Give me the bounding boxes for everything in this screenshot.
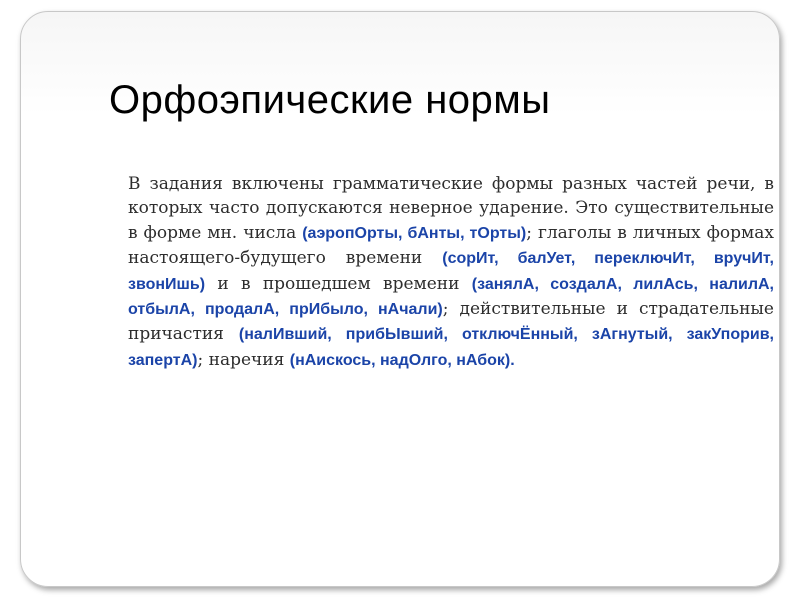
body-text-verbs-present: ; глаголы в личных формах настоящего-будущего времени	[128, 222, 774, 269]
slide-title: Орфоэпические нормы	[109, 78, 551, 122]
body-text-adverbs: ; наречия	[197, 349, 290, 370]
examples-verbs-past: (занялА, создалА, лилАсь, налилА, отбылА, продалА, прИбыло, нАчали)	[128, 275, 775, 319]
examples-verbs-present: (сорИт, балУет, переключИт, вручИт, звонИшь)	[128, 250, 774, 293]
body-text-verbs-past: и в прошедшем времени	[205, 273, 472, 294]
body-text-participles: ; действительные и страдательные причастия	[128, 299, 774, 345]
examples-nouns: (аэропОрты, бАнты, тОрты)	[302, 224, 527, 242]
examples-participles: (налИвший, прибЫвший, отключЁнный, зАгнутый, закУпорив, запертА)	[128, 326, 774, 369]
slide-body	[128, 172, 774, 373]
examples-adverbs: (нАискось, надОлго, нАбок).	[289, 351, 515, 369]
slide-frame	[20, 11, 780, 587]
body-text-intro: В задания включены грамматические формы разных частей речи, в которых часто допускаются неверное ударение. Это существительные в форме мн. числа	[128, 174, 774, 243]
